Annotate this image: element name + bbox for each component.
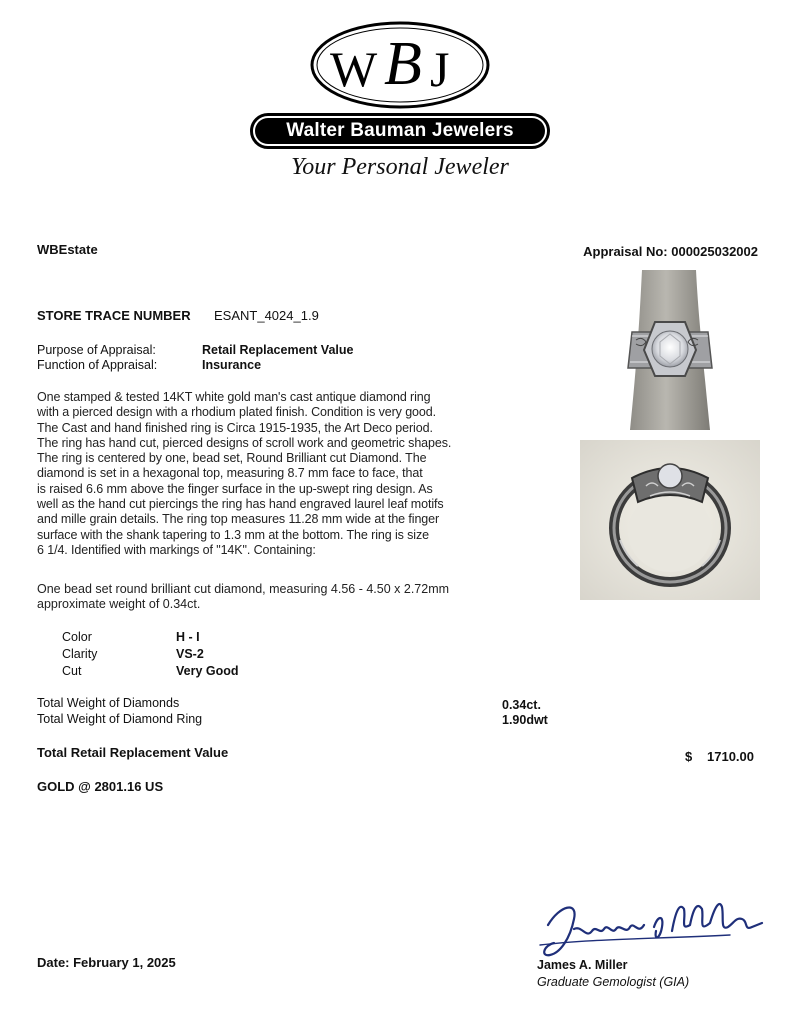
description-line: diamond is set in a hexagonal top, measuring 8.7 mm face to face, that: [37, 466, 423, 481]
grade-value-clarity: VS-2: [176, 647, 204, 661]
description-line: well as the hand cut piercings the ring has hand engraved laurel leaf motifs: [37, 497, 444, 512]
company-monogram-logo: [300, 18, 500, 118]
diamond-line: approximate weight of 0.34ct.: [37, 597, 201, 612]
grade-value-cut: Very Good: [176, 664, 239, 678]
appraisal-date: Date: February 1, 2025: [37, 955, 176, 970]
store-trace-label: STORE TRACE NUMBER: [37, 308, 191, 323]
svg-text:J: J: [430, 41, 450, 97]
grade-label-color: Color: [62, 630, 92, 644]
appraiser-title: Graduate Gemologist (GIA): [537, 975, 690, 989]
purpose-value: Retail Replacement Value: [202, 343, 354, 357]
company-tagline: Your Personal Jeweler: [291, 154, 509, 180]
total-retail-value: 1710.00: [707, 749, 754, 764]
total-diamond-weight-label: Total Weight of Diamonds: [37, 696, 180, 710]
source-label: WBEstate: [37, 242, 98, 257]
grade-value-color: H - I: [176, 630, 200, 644]
grade-label-cut: Cut: [62, 664, 82, 678]
diamond-description: [37, 582, 507, 613]
grading-table: [0, 630, 400, 682]
total-ring-weight-label: Total Weight of Diamond Ring: [37, 712, 203, 726]
description-line: The ring is centered by one, bead set, Round Brilliant cut Diamond. The: [37, 451, 427, 466]
total-retail-label: Total Retail Replacement Value: [37, 745, 229, 760]
function-label: Function of Appraisal:: [37, 358, 158, 372]
description-line: The Cast and hand finished ring is Circa 1915-1935, the Art Deco period.: [37, 420, 433, 435]
ring-photo-on-finger: [580, 270, 760, 430]
appraisal-number: Appraisal No: 000025032002: [583, 244, 758, 259]
description-line: One stamped & tested 14KT white gold man's cast antique diamond ring: [37, 390, 431, 404]
description-line: The ring has hand cut, pierced designs of scroll work and geometric shapes.: [37, 435, 452, 450]
company-name: Walter Bauman Jewelers: [255, 118, 545, 144]
appraiser-signature: [530, 895, 770, 965]
total-diamond-weight-value: 0.34ct.: [502, 698, 541, 712]
total-ring-weight-value: 1.90dwt: [502, 713, 548, 727]
company-name-banner: [250, 113, 550, 149]
function-value: Insurance: [202, 358, 262, 372]
gold-price: GOLD @ 2801.16 US: [37, 779, 164, 794]
description-line: and mille grain details. The ring top measures 11.28 mm wide at the finger: [37, 512, 440, 527]
svg-text:B: B: [384, 30, 422, 98]
ring-description: [37, 390, 497, 558]
appraiser-name: James A. Miller: [537, 958, 628, 972]
ring-photo-side: [580, 440, 760, 600]
svg-text:W: W: [330, 41, 378, 97]
currency-symbol: $: [685, 749, 693, 764]
grade-label-clarity: Clarity: [62, 647, 98, 661]
description-line: surface with the shank tapering to 1.3 mm at the bottom. The ring is size: [37, 527, 429, 542]
diamond-line: One bead set round brilliant cut diamond, measuring 4.56 - 4.50 x 2.72mm: [37, 582, 450, 596]
description-line: 6 1/4. Identified with markings of "14K". Containing:: [37, 542, 316, 557]
description-line: is raised 6.6 mm above the finger surface in the up-swept ring design. As: [37, 481, 433, 496]
store-trace-value: ESANT_4024_1.9: [214, 308, 319, 323]
description-line: with a pierced design with a rhodium plated finish. Condition is very good.: [37, 405, 436, 420]
purpose-label: Purpose of Appraisal:: [37, 343, 156, 357]
